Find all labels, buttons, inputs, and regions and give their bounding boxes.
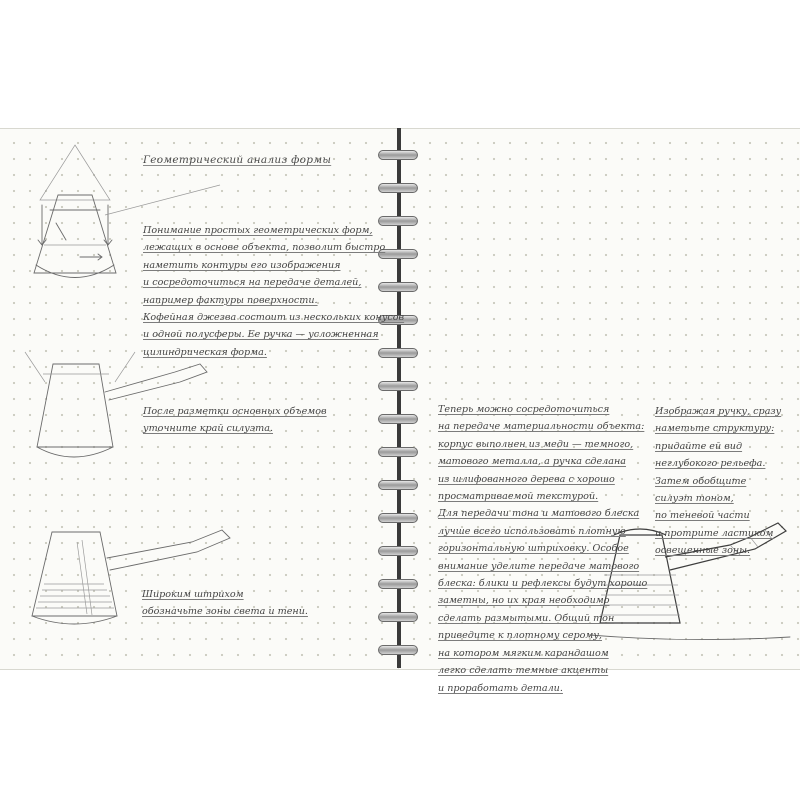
text-line: на котором мягким карандашом xyxy=(438,647,609,659)
hatched-cezve-sketch xyxy=(22,520,252,640)
text-line: освещенные зоны. xyxy=(655,545,751,557)
spiral-ring xyxy=(378,612,418,622)
text-line: силуэт тоном, xyxy=(655,493,734,505)
spiral-ring xyxy=(378,546,418,556)
text-line: на передаче материальности объекта: xyxy=(438,421,645,433)
spiral-ring xyxy=(378,447,418,457)
spiral-ring xyxy=(378,513,418,523)
page-title: Геометрический анализ формы xyxy=(143,154,332,166)
text-line: например фактуры поверхности. xyxy=(143,294,318,306)
text-line: Кофейная джезва состоит из нескольких конусов xyxy=(143,312,405,324)
spiral-ring xyxy=(378,381,418,391)
text-line: лучше всего использовать плотную xyxy=(438,525,626,537)
text-line: Теперь можно сосредоточиться xyxy=(438,404,610,415)
text-line: заметны, но их края необходимо xyxy=(438,595,610,607)
contour-paragraph xyxy=(143,403,327,438)
text-line: придайте ей вид xyxy=(655,440,743,452)
text-line: Изображая ручку, сразу xyxy=(655,406,782,417)
hatching-paragraph xyxy=(142,586,308,621)
handle-paragraph xyxy=(655,403,781,560)
text-line: неглубокого рельефа. xyxy=(655,458,766,470)
material-paragraph xyxy=(438,401,647,697)
text-line: Понимание простых геометрических форм, xyxy=(143,225,373,236)
text-line: наметьте структуру: xyxy=(655,423,775,435)
text-line: Затем обобщите xyxy=(655,475,747,487)
text-line: легко сделать темные акценты xyxy=(438,665,609,677)
spiral-ring xyxy=(378,480,418,490)
spiral-ring xyxy=(378,183,418,193)
intro-paragraph xyxy=(143,222,404,361)
text-line: внимание уделите передаче матового xyxy=(438,560,640,572)
geometric-cones-sketch xyxy=(20,145,150,305)
text-line: и протрите ластиком xyxy=(655,527,774,539)
text-line: наметить контуры его изображения xyxy=(143,259,341,271)
text-line: корпус выполнен из меди — темного, xyxy=(438,438,634,450)
text-line: После разметки основных объемов xyxy=(143,406,327,417)
text-line: матового металла, а ручка сделана xyxy=(438,456,627,468)
spiral-ring xyxy=(378,579,418,589)
text-line: Широким штрихом xyxy=(142,589,244,600)
text-line: и проработать детали. xyxy=(438,682,563,694)
text-line: сделать размытыми. Общий тон xyxy=(438,612,615,624)
text-line: блеска: блики и рефлексы будут хорошо xyxy=(438,578,648,590)
text-line: и одной полусферы. Ее ручка — усложненная xyxy=(143,329,379,341)
text-line: из шлифованного дерева с хорошо xyxy=(438,473,615,485)
text-line: лежащих в основе объекта, позволит быстро xyxy=(143,242,386,254)
text-line: приведите к плотному серому, xyxy=(438,630,602,642)
text-line: и сосредоточиться на передаче деталей, xyxy=(143,277,362,289)
spiral-ring xyxy=(378,414,418,424)
text-line: обозначьте зоны света и тени. xyxy=(142,606,308,618)
text-line: цилиндрическая форма. xyxy=(143,346,267,358)
spiral-ring xyxy=(378,645,418,655)
text-line: уточните край силуэта. xyxy=(143,423,274,435)
text-line: Для передачи тона и матового блеска xyxy=(438,508,640,520)
text-line: горизонтальную штриховку. Особое xyxy=(438,543,629,555)
text-line: по теневой части xyxy=(655,510,750,522)
spiral-ring xyxy=(378,150,418,160)
text-line: просматриваемой текстурой. xyxy=(438,491,599,503)
